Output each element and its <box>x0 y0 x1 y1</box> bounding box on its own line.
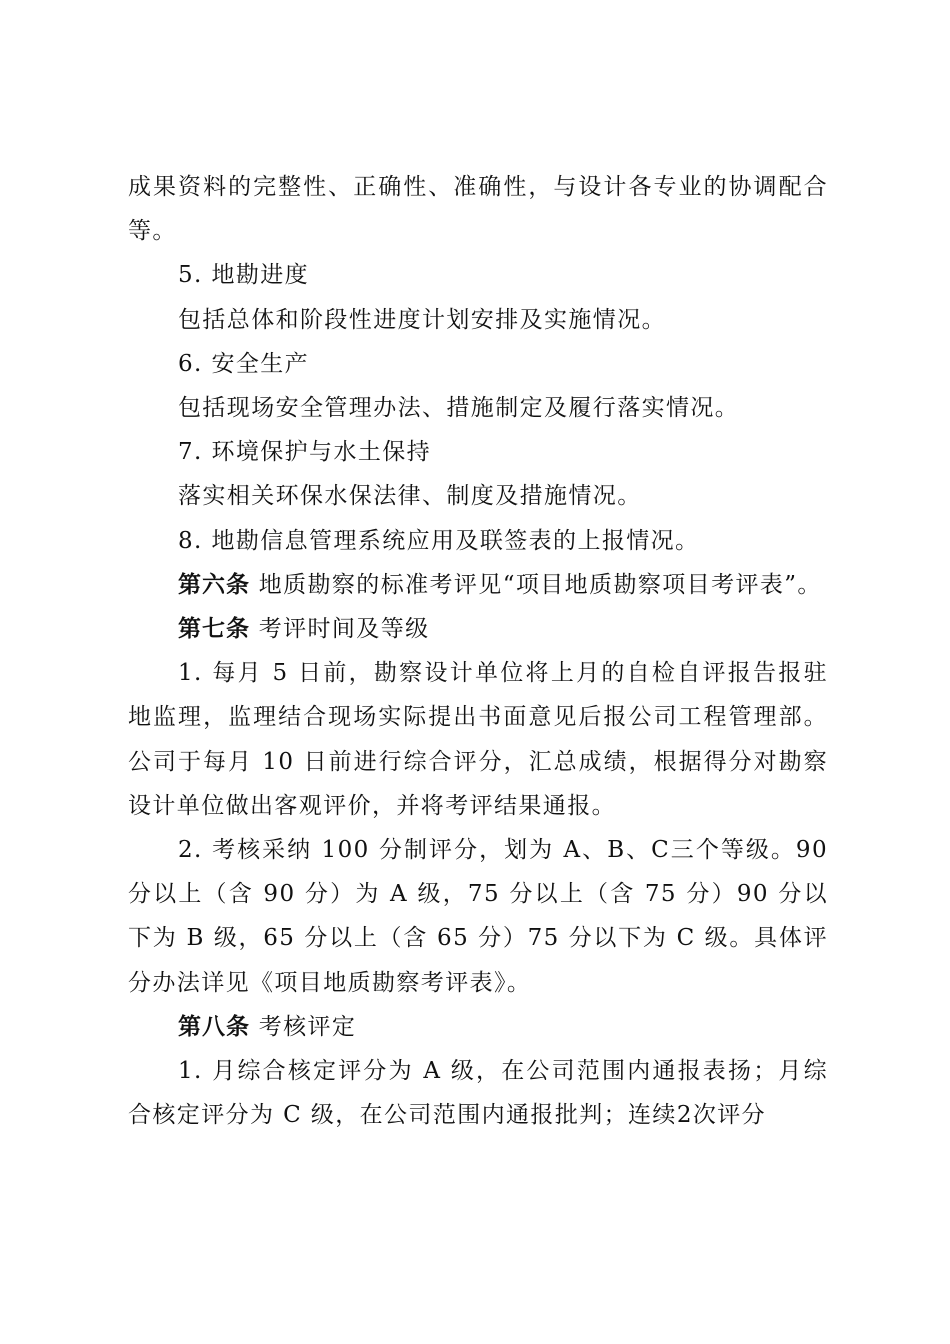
article-8 <box>128 1005 828 1049</box>
article-6 <box>128 563 828 607</box>
item-5-detail <box>128 298 828 342</box>
article-8-item-1 <box>128 1049 828 1137</box>
paragraph-text: 1. 每月 5 日前，勘察设计单位将上月的自检自评报告报驻地监理，监理结合现场实际提出书面意见后报公司工程管理部。公司于每月 10 日前进行综合评分，汇总成绩，根据得分对勘察设计单位做出客观评价，并将考评结果通报。 <box>128 660 828 819</box>
article-number: 第六条 <box>178 570 250 598</box>
paragraph-text: 落实相关环保水保法律、制度及措施情况。 <box>178 483 642 510</box>
article-number: 第七条 <box>178 615 250 643</box>
item-7-detail <box>128 474 828 518</box>
paragraph-text: 7. 环境保护与水土保持 <box>178 439 432 466</box>
paragraph-text: 包括总体和阶段性进度计划安排及实施情况。 <box>178 306 666 333</box>
item-6-heading <box>128 342 828 386</box>
article-7-item-1 <box>128 651 828 828</box>
paragraph-text: 包括现场安全管理办法、措施制定及履行落实情况。 <box>178 395 740 422</box>
item-6-detail <box>128 386 828 430</box>
paragraph-results-completeness <box>128 165 828 253</box>
paragraph-text: 考核评定 <box>250 1013 357 1040</box>
paragraph-text: 6. 安全生产 <box>178 350 310 377</box>
paragraph-text: 8. 地勘信息管理系统应用及联签表的上报情况。 <box>178 527 700 554</box>
paragraph-text: 考评时间及等级 <box>250 616 430 643</box>
article-7 <box>128 607 828 651</box>
document-body <box>128 165 828 1137</box>
item-7-heading <box>128 430 828 474</box>
paragraph-text: 2. 考核采纳 100 分制评分，划为 A、B、C三个等级。90 分以上（含 90 分）为 A 级，75 分以上（含 75 分）90 分以下为 B 级，65 分以上（含 65 分）75 分以下为 C 级。具体评分办法详见《项目地质勘察考评表》。 <box>128 837 828 996</box>
paragraph-text: 地质勘察的标准考评见“项目地质勘察项目考评表”。 <box>250 571 822 598</box>
article-number: 第八条 <box>178 1012 250 1040</box>
paragraph-text: 5. 地勘进度 <box>178 262 310 289</box>
paragraph-text: 1. 月综合核定评分为 A 级，在公司范围内通报表扬；月综合核定评分为 C 级，在公司范围内通报批判；连续2次评分 <box>128 1058 828 1129</box>
article-7-item-2 <box>128 828 828 1005</box>
item-5-heading <box>128 253 828 297</box>
paragraph-text: 成果资料的完整性、正确性、准确性，与设计各专业的协调配合等。 <box>128 174 828 245</box>
item-8-heading <box>128 519 828 563</box>
